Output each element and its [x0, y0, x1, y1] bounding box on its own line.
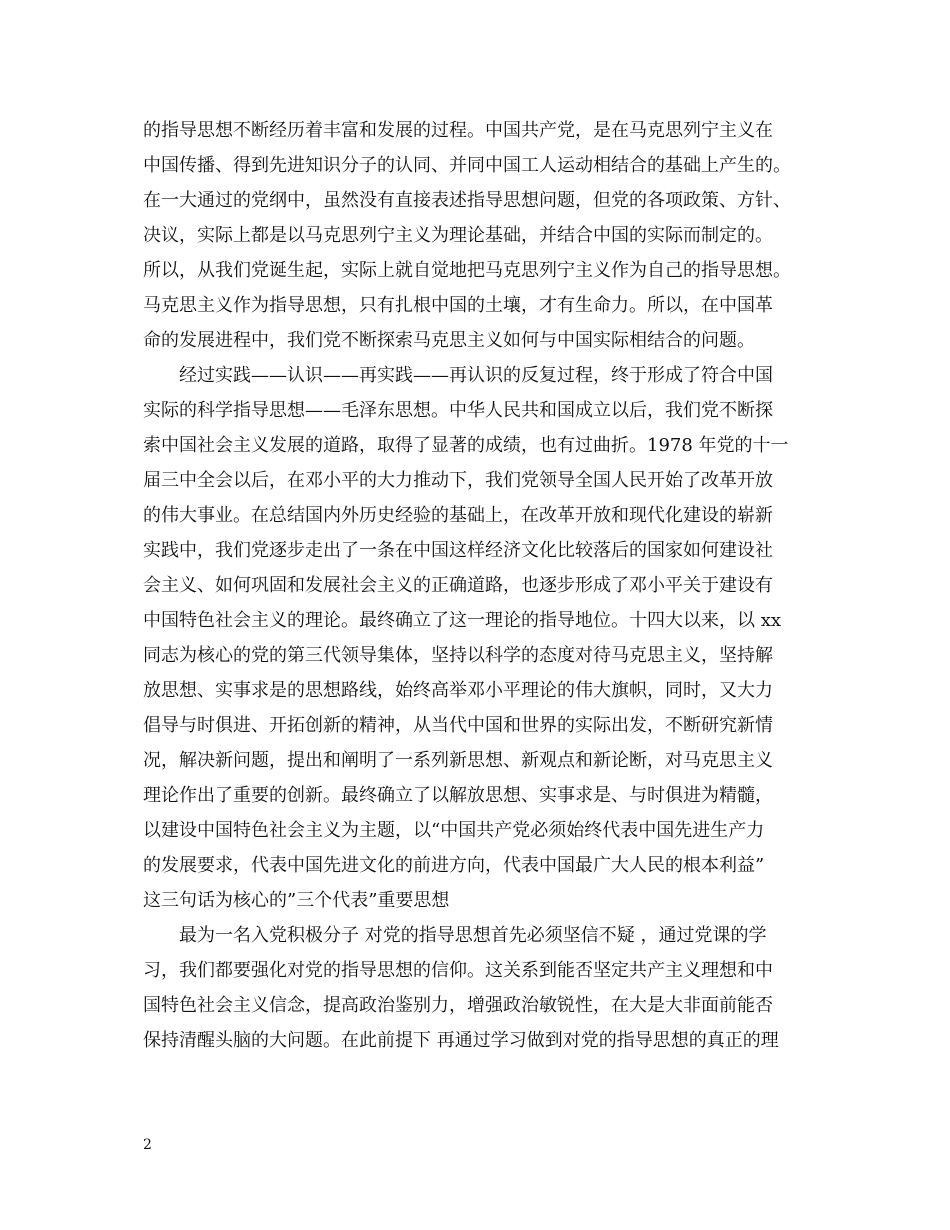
- text-line: 理论作出了重要的创新。最终确立了以解放思想、实事求是、与时俱进为精髓，: [143, 785, 773, 806]
- text-line: 实践中，我们党逐步走出了一条在中国这样经济文化比较落后的国家如何建设社: [143, 540, 773, 561]
- text-line: 放思想、实事求是的思想路线，始终高举邓小平理论的伟大旗帜，同时，又大力: [143, 680, 773, 701]
- text-line: 这三句话为核心的”三个代表”重要思想: [143, 890, 450, 911]
- text-line: 中国特色社会主义的理论。最终确立了这一理论的指导地位。十四大以来，以 xx: [143, 610, 782, 631]
- text-line: 的发展要求，代表中国先进文化的前进方向，代表中国最广大人民的根本利益”: [143, 855, 765, 876]
- text-line: 届三中全会以后，在邓小平的大力推动下，我们党领导全国人民开始了改革开放: [143, 470, 773, 491]
- text-line: 命的发展进程中，我们党不断探索马克思主义如何与中国实际相结合的问题。: [143, 330, 755, 351]
- text-line: 决议，实际上都是以马克思列宁主义为理论基础，并结合中国的实际而制定的。: [143, 225, 773, 246]
- page-number: 2: [143, 1137, 152, 1153]
- text-line: 况，解决新问题，提出和阐明了一系列新思想、新观点和新论断，对马克思主义: [143, 750, 773, 771]
- text-line: 倡导与时俱进、开拓创新的精神，从当代中国和世界的实际出发，不断研究新情: [143, 715, 773, 736]
- text-line: 国特色社会主义信念，提高政治鉴别力，增强政治敏锐性，在大是大非面前能否: [143, 995, 773, 1016]
- text-line: 最为一名入党积极分子 对党的指导思想首先必须坚信不疑 ，通过党课的学: [143, 925, 767, 946]
- text-line: 索中国社会主义发展的道路，取得了显著的成绩，也有过曲折。1978 年党的十一: [143, 435, 789, 456]
- text-line: 同志为核心的党的第三代领导集体，坚持以科学的态度对待马克思主义，坚持解: [143, 645, 773, 666]
- text-line: 实际的科学指导思想——毛泽东思想。中华人民共和国成立以后，我们党不断探: [143, 400, 773, 421]
- text-line: 习，我们都要强化对党的指导思想的信仰。这关系到能否坚定共产主义理想和中: [143, 960, 773, 981]
- body-text: [143, 113, 823, 1058]
- text-line: 所以，从我们党诞生起，实际上就自觉地把马克思列宁主义作为自己的指导思想。: [143, 260, 791, 281]
- text-line: 会主义、如何巩固和发展社会主义的正确道路，也逐步形成了邓小平关于建设有: [143, 575, 773, 596]
- text-line: 中国传播、得到先进知识分子的认同、并同中国工人运动相结合的基础上产生的。: [143, 155, 791, 176]
- text-line: 在一大通过的党纲中，虽然没有直接表述指导思想问题，但党的各项政策、方针、: [143, 190, 791, 211]
- text-line: 的伟大事业。在总结国内外历史经验的基础上，在改革开放和现代化建设的崭新: [143, 505, 773, 526]
- text-line: 的指导思想不断经历着丰富和发展的过程。中国共产党，是在马克思列宁主义在: [143, 120, 773, 141]
- text-line: 马克思主义作为指导思想，只有扎根中国的土壤，才有生命力。所以，在中国革: [143, 295, 773, 316]
- text-line: 保持清醒头脑的大问题。在此前提下 再通过学习做到对党的指导思想的真正的理: [143, 1030, 779, 1051]
- text-line: 经过实践——认识——再实践——再认识的反复过程，终于形成了符合中国: [143, 365, 773, 386]
- text-line: 以建设中国特色社会主义为主题，以“中国共产党必须始终代表中国先进生产力: [143, 820, 765, 841]
